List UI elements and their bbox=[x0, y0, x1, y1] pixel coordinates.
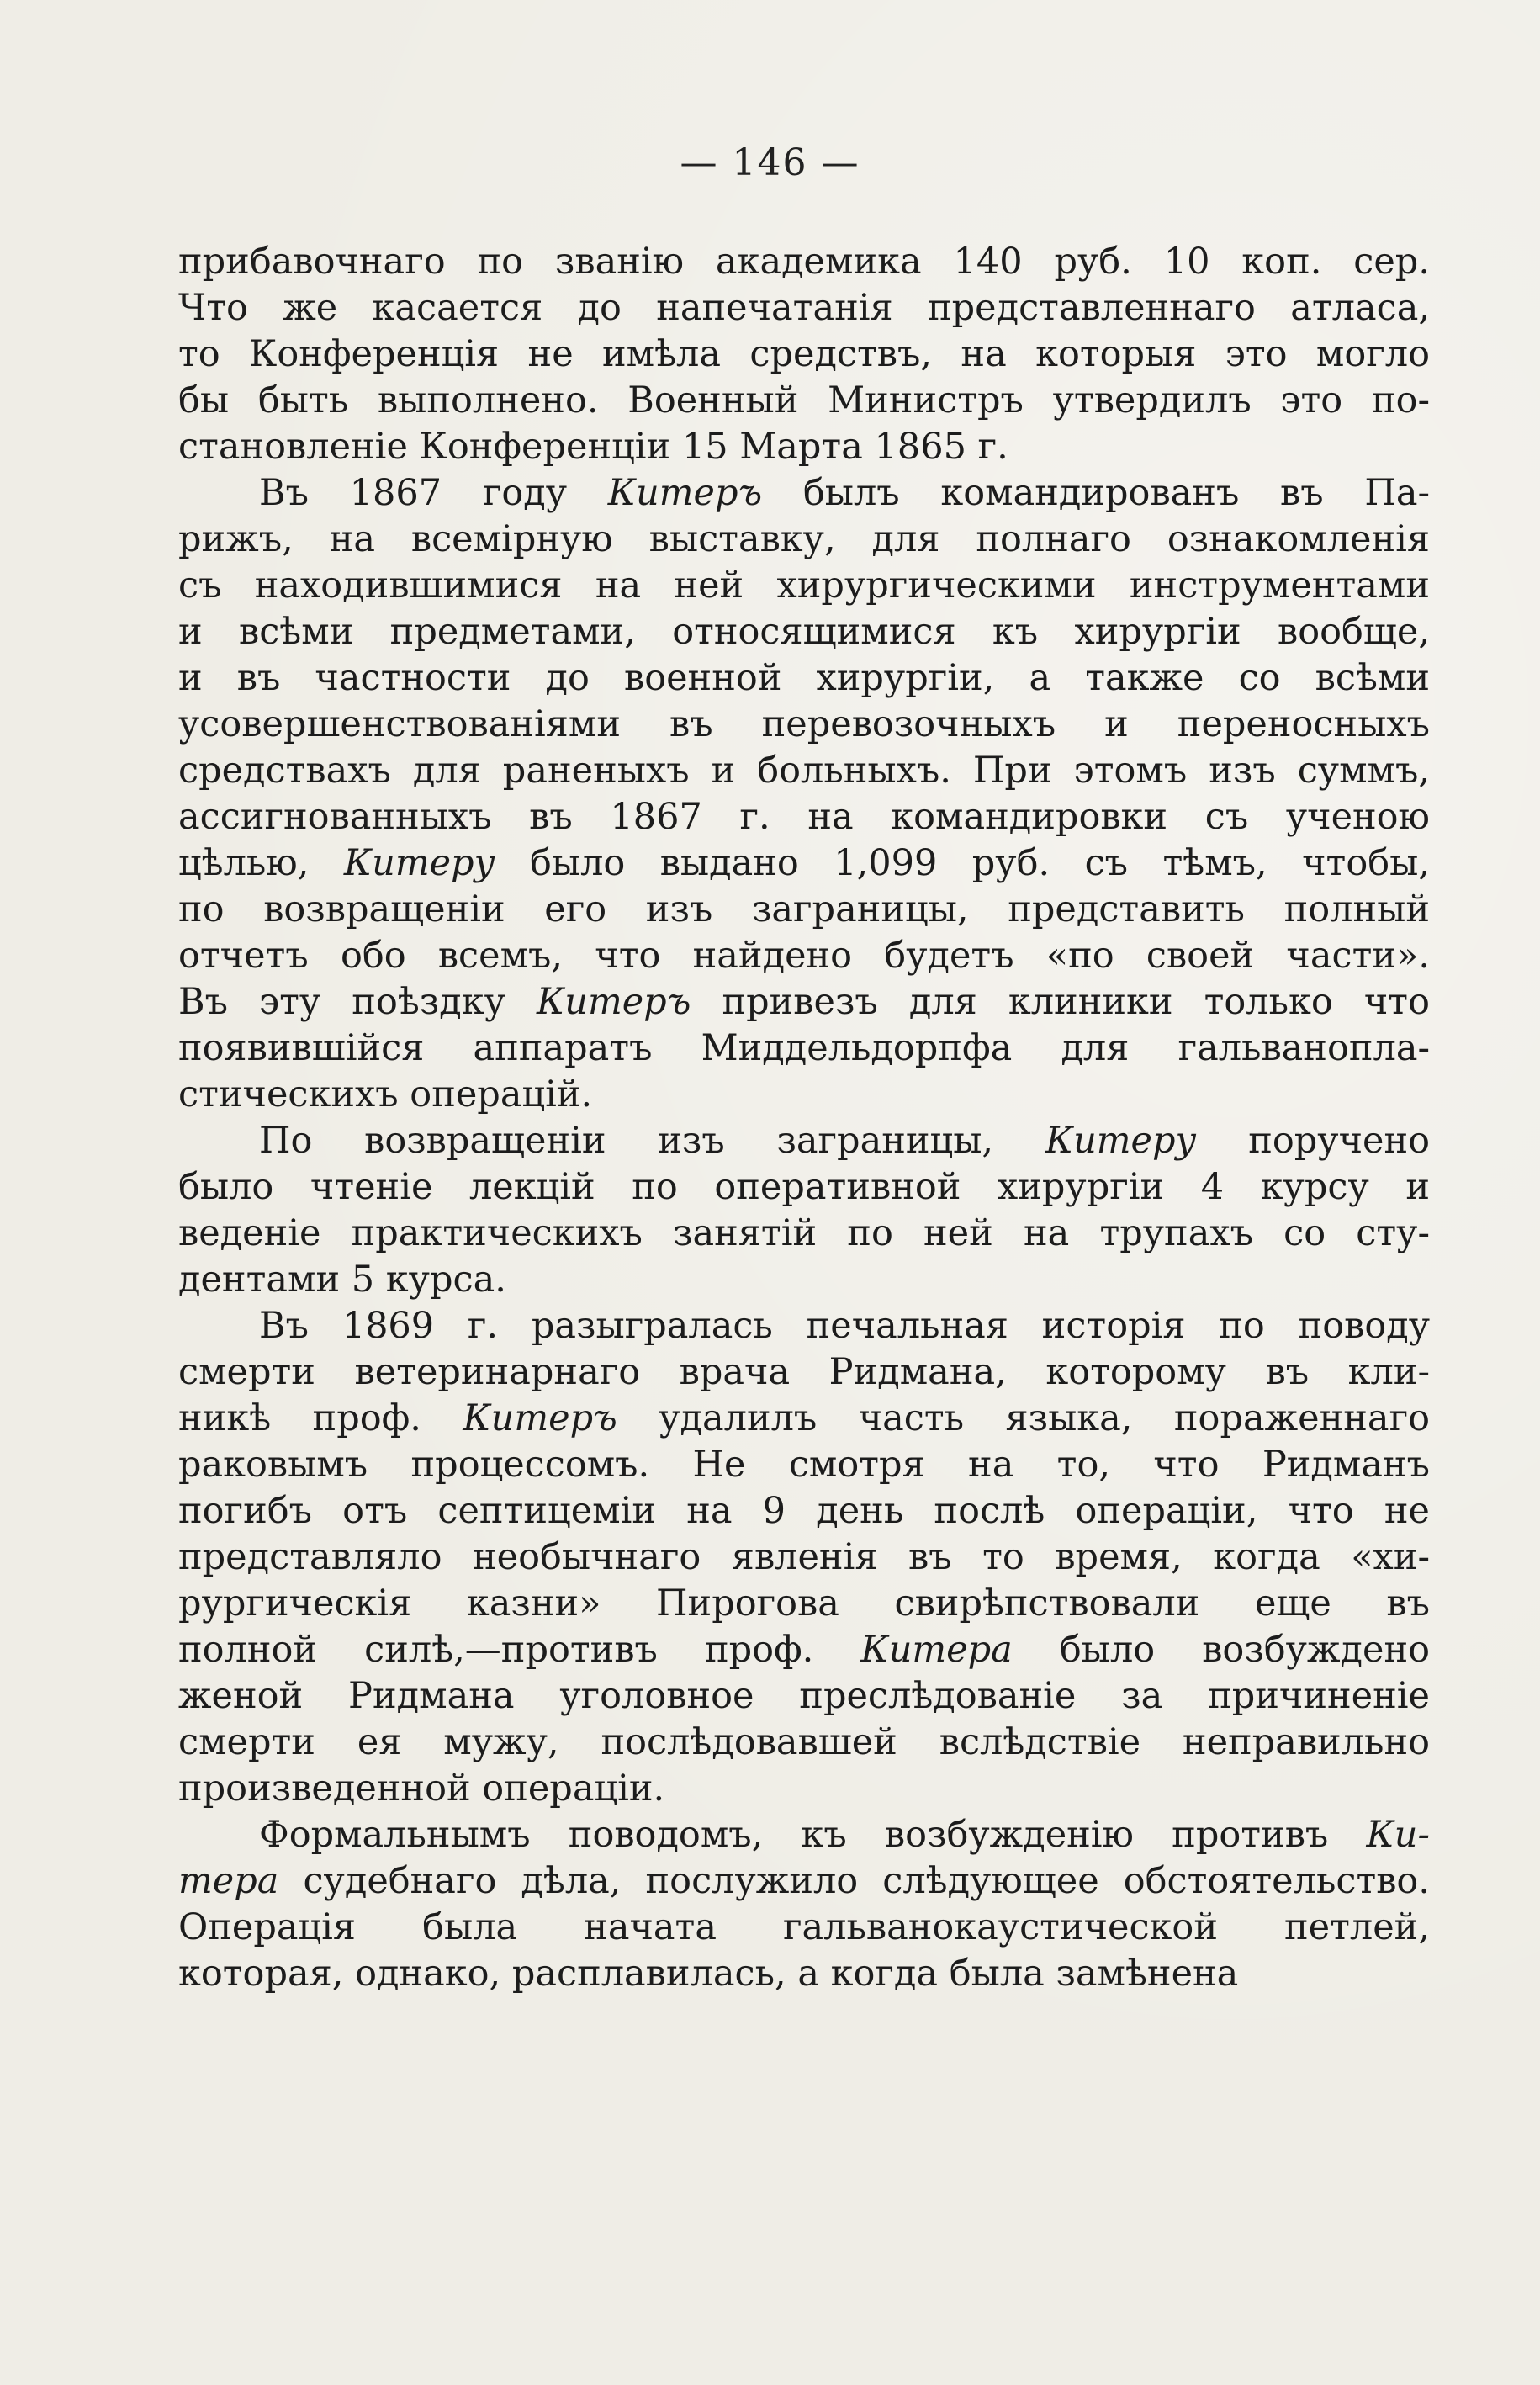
text-line bbox=[178, 1627, 1430, 1673]
text-line bbox=[178, 378, 1430, 424]
text-line bbox=[178, 1072, 1430, 1118]
text-segment: рижъ, на всемірную выставку, для полнаго ознакомленія bbox=[178, 518, 1430, 560]
text-segment: никѣ проф. bbox=[178, 1397, 463, 1439]
text-segment: средствахъ для раненыхъ и больныхъ. При этомъ изъ суммъ, bbox=[178, 750, 1430, 792]
text-segment: По возвращеніи изъ заграницы, bbox=[259, 1120, 1045, 1162]
text-line bbox=[178, 1720, 1430, 1766]
text-line bbox=[178, 1164, 1430, 1211]
italic-name: Ки- bbox=[1366, 1814, 1430, 1856]
text-segment: съ находившимися на ней хирургическими инструментами bbox=[178, 564, 1430, 607]
text-line bbox=[178, 517, 1430, 563]
text-line bbox=[178, 331, 1430, 378]
text-segment: то Конференція не имѣла средствъ, на которыя это могло bbox=[178, 333, 1430, 375]
text-line bbox=[178, 1349, 1430, 1396]
text-line bbox=[178, 1396, 1430, 1442]
paragraph bbox=[178, 1118, 1430, 1303]
text-segment: дентами 5 курса. bbox=[178, 1259, 506, 1301]
text-segment: и всѣми предметами, относящимися къ хирургіи вообще, bbox=[178, 611, 1430, 653]
text-line bbox=[178, 1303, 1430, 1349]
text-line bbox=[178, 655, 1430, 702]
text-line bbox=[178, 887, 1430, 933]
body-text bbox=[178, 239, 1430, 1997]
text-line bbox=[178, 1026, 1430, 1072]
text-segment: прибавочнаго по званію академика 140 руб. 10 коп. сер. bbox=[178, 241, 1430, 283]
italic-name: Китера bbox=[860, 1629, 1013, 1671]
text-segment: стическихъ операцій. bbox=[178, 1073, 593, 1116]
text-line bbox=[178, 1581, 1430, 1627]
paragraph bbox=[178, 1303, 1430, 1812]
text-segment: судебнаго дѣла, послужило слѣдующее обстоятельство. bbox=[278, 1860, 1430, 1902]
text-segment: бы быть выполнено. Военный Министръ утвердилъ это по- bbox=[178, 379, 1430, 421]
text-line bbox=[178, 702, 1430, 748]
text-line bbox=[178, 840, 1430, 887]
text-segment: смерти ея мужу, послѣдовавшей вслѣдствіе неправильно bbox=[178, 1721, 1430, 1763]
text-segment: отчетъ обо всемъ, что найдено будетъ «по своей части». bbox=[178, 935, 1430, 977]
text-segment: цѣлью, bbox=[178, 842, 344, 884]
text-segment: погибъ отъ септицеміи на 9 день послѣ операціи, что не bbox=[178, 1490, 1430, 1532]
text-segment: усовершенствованіями въ перевозочныхъ и переносныхъ bbox=[178, 703, 1430, 745]
italic-name: тера bbox=[178, 1860, 279, 1902]
text-line bbox=[178, 1766, 1430, 1812]
text-segment: и въ частности до военной хирургіи, а также со всѣми bbox=[178, 657, 1430, 699]
text-line bbox=[178, 1673, 1430, 1720]
text-segment: поручено bbox=[1196, 1120, 1430, 1162]
text-segment: рургическія казни» Пирогова свирѣпствовали еще въ bbox=[178, 1582, 1430, 1624]
text-segment: былъ командированъ въ Па- bbox=[762, 472, 1430, 514]
italic-name: Китеръ bbox=[536, 981, 691, 1023]
text-segment: Въ 1867 году bbox=[259, 472, 608, 514]
text-line bbox=[178, 239, 1430, 285]
text-segment: Операція была начата гальванокаустической петлей, bbox=[178, 1906, 1430, 1948]
text-segment: Что же касается до напечатанія представленнаго атласа, bbox=[178, 287, 1430, 329]
text-segment: представляло необычнаго явленія въ то время, когда «хи- bbox=[178, 1536, 1430, 1578]
text-line bbox=[178, 609, 1430, 655]
text-line bbox=[178, 1534, 1430, 1581]
text-line bbox=[178, 1951, 1430, 1997]
italic-name: Китеру bbox=[1045, 1120, 1197, 1162]
text-segment: раковымъ процессомъ. Не смотря на то, что Ридманъ bbox=[178, 1444, 1430, 1486]
text-segment: становленіе Конференціи 15 Марта 1865 г. bbox=[178, 426, 1008, 468]
text-segment: по возвращеніи его изъ заграницы, представить полный bbox=[178, 888, 1430, 930]
italic-name: Китеръ bbox=[463, 1397, 617, 1439]
italic-name: Китеръ bbox=[607, 472, 763, 514]
text-line bbox=[178, 1858, 1430, 1905]
text-line bbox=[178, 1488, 1430, 1534]
text-segment: полной силѣ,—противъ проф. bbox=[178, 1629, 861, 1671]
text-segment: произведенной операціи. bbox=[178, 1768, 665, 1810]
text-line bbox=[178, 748, 1430, 794]
text-segment: Формальнымъ поводомъ, къ возбужденію противъ bbox=[259, 1814, 1367, 1856]
text-segment: появившійся аппаратъ Миддельдорпфа для гальванопла- bbox=[178, 1027, 1430, 1069]
text-line bbox=[178, 1442, 1430, 1488]
text-line bbox=[178, 1257, 1430, 1303]
text-segment: удалилъ часть языка, пораженнаго bbox=[617, 1397, 1430, 1439]
text-segment: привезъ для клиники только что bbox=[691, 981, 1430, 1023]
text-line bbox=[178, 470, 1430, 517]
text-line bbox=[178, 563, 1430, 609]
paragraph bbox=[178, 470, 1430, 1118]
text-line bbox=[178, 424, 1430, 470]
text-line bbox=[178, 1905, 1430, 1951]
text-segment: было выдано 1,099 руб. съ тѣмъ, чтобы, bbox=[495, 842, 1430, 884]
text-line bbox=[178, 979, 1430, 1026]
text-segment: смерти ветеринарнаго врача Ридмана, которому въ кли- bbox=[178, 1351, 1430, 1393]
text-line bbox=[178, 1118, 1430, 1164]
text-line bbox=[178, 933, 1430, 979]
text-line bbox=[178, 1211, 1430, 1257]
text-line bbox=[178, 285, 1430, 331]
text-segment: женой Ридмана уголовное преслѣдованіе за причиненіе bbox=[178, 1675, 1430, 1717]
text-line bbox=[178, 1812, 1430, 1858]
paragraph bbox=[178, 1812, 1430, 1997]
text-segment: было возбуждено bbox=[1012, 1629, 1430, 1671]
text-segment: веденіе практическихъ занятій по ней на трупахъ со сту- bbox=[178, 1212, 1430, 1254]
text-segment: Въ эту поѣздку bbox=[178, 981, 537, 1023]
text-segment: которая, однако, расплавилась, а когда была замѣнена bbox=[178, 1953, 1239, 1995]
text-line bbox=[178, 794, 1430, 840]
italic-name: Китеру bbox=[343, 842, 495, 884]
text-segment: ассигнованныхъ въ 1867 г. на командировки съ ученою bbox=[178, 796, 1430, 838]
text-segment: было чтеніе лекцій по оперативной хирургіи 4 курсу и bbox=[178, 1166, 1430, 1208]
text-segment: Въ 1869 г. разыгралась печальная исторія по поводу bbox=[259, 1305, 1430, 1347]
page-number: — 146 — bbox=[680, 141, 860, 184]
paragraph bbox=[178, 239, 1430, 470]
